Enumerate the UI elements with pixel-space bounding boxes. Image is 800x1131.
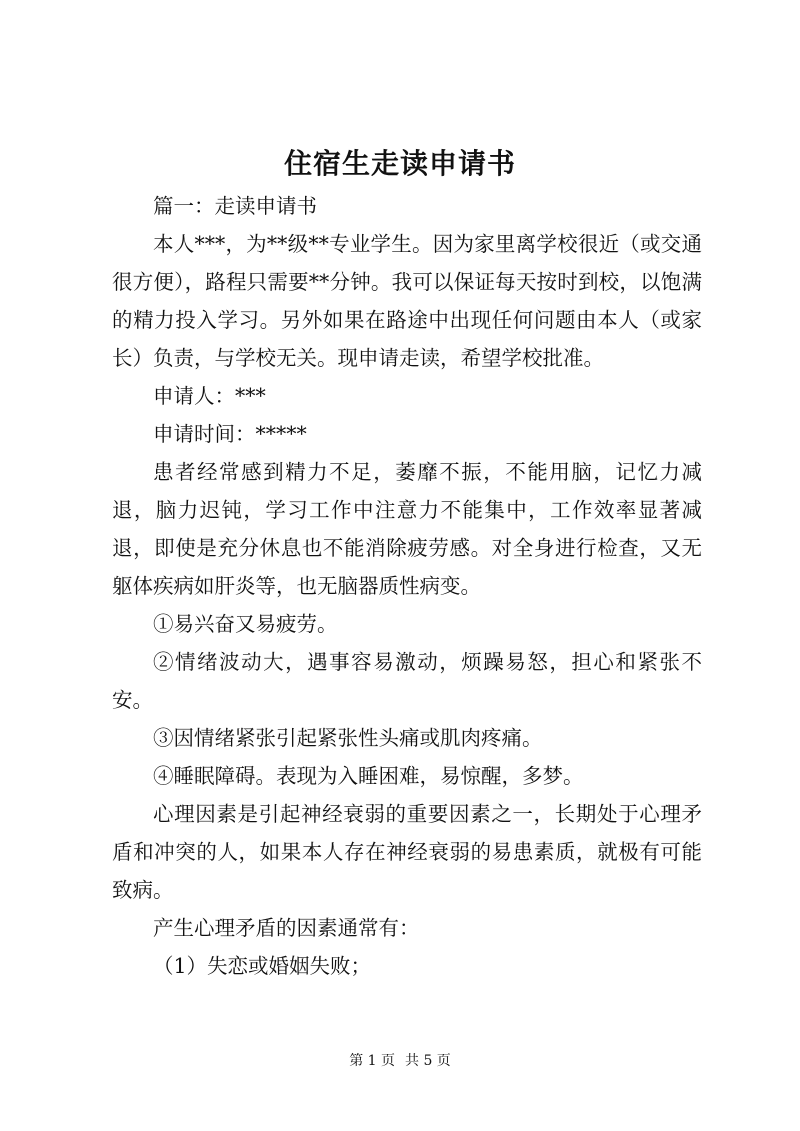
application-paragraph: 本人***，为**级**专业学生。因为家里离学校很近（或交通很方便），路程只需要**分钟。我可以保证每天按时到校，以饱满的精力投入学习。另外如果在路途中出现任何问题由本人（或家长）负责，与学校无关。现申请走读，希望学校批准。 — [112, 232, 702, 370]
page-footer — [0, 1050, 800, 1070]
applicant-line: 申请人：*** — [153, 384, 266, 408]
factor-item-1: （1）失恋或婚姻失败； — [153, 954, 372, 978]
symptom-item-3: ③因情绪紧张引起紧张性头痛或肌肉疼痛。 — [153, 726, 543, 750]
psychology-paragraph: 心理因素是引起神经衰弱的重要因素之一，长期处于心理矛盾和冲突的人，如果本人存在神经衰弱的易患素质，就极有可能致病。 — [112, 802, 702, 902]
symptom-item-4: ④睡眠障碍。表现为入睡困难，易惊醒，多梦。 — [153, 764, 584, 788]
application-date-line: 申请时间：***** — [153, 422, 307, 446]
symptom-item-1: ①易兴奋又易疲劳。 — [153, 612, 338, 636]
document-title: 住宿生走读申请书 — [283, 147, 516, 180]
symptom-paragraph: 患者经常感到精力不足，萎靡不振，不能用脑，记忆力减退，脑力迟钝，学习工作中注意力不能集中，工作效率显著减退，即使是充分休息也不能消除疲劳感。对全身进行检查，又无躯体疾病如肝炎等，也无脑器质性病变。 — [112, 460, 702, 598]
section-heading: 篇一：走读申请书 — [153, 194, 317, 218]
symptom-item-2: ②情绪波动大，遇事容易激动，烦躁易怒，担心和紧张不安。 — [112, 650, 702, 712]
page-number: 第 1 页 — [349, 1053, 395, 1069]
factors-heading: 产生心理矛盾的因素通常有： — [153, 916, 420, 940]
document-body — [112, 187, 702, 985]
page-total: 共 5 页 — [405, 1053, 451, 1069]
